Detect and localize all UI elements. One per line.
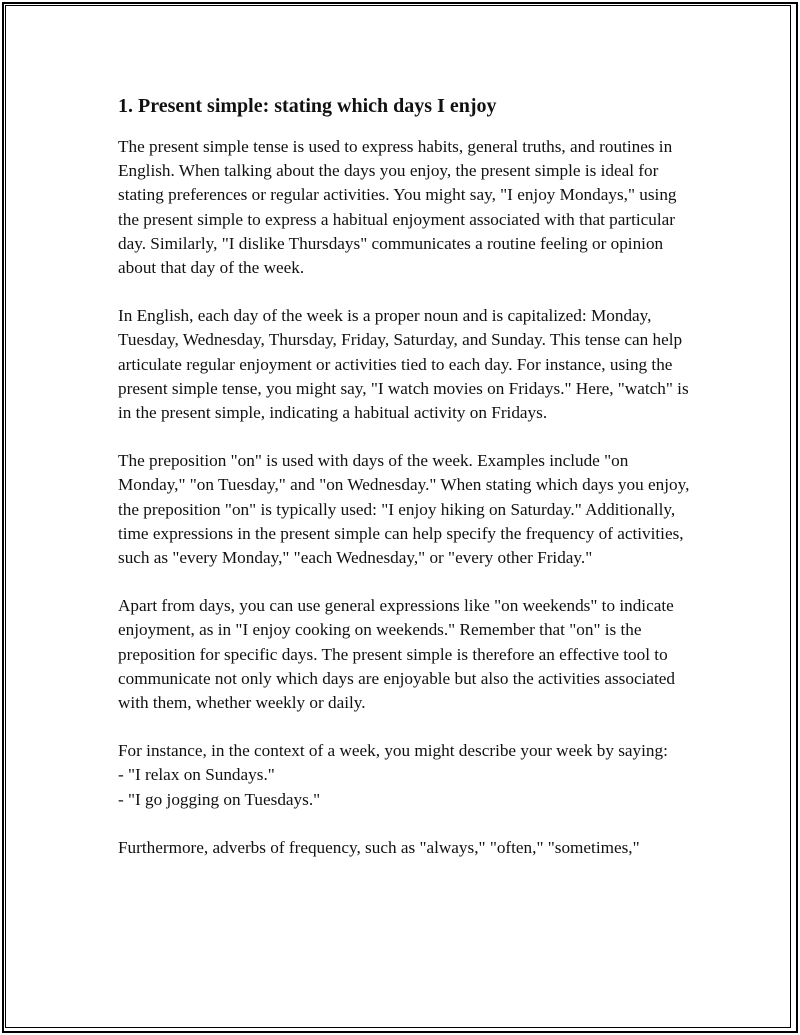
document-body	[118, 92, 698, 884]
paragraph-days-capitalized: In English, each day of the week is a proper noun and is capitalized: Monday, Tuesday, Wednesday, Thursday, Friday, Saturday, and Sunday. This tense can help articulate regular enjoyment or activities tied to each day. For instance, using the present simple tense, you might say, "I watch movies on Fridays." Here, "watch" is in the present simple, indicating a habitual activity on Fridays.	[118, 306, 689, 423]
paragraph-preposition-on: The preposition "on" is used with days of the week. Examples include "on Monday," "on Tuesday," and "on Wednesday." When stating which days you enjoy, the preposition "on" is typically used: "I enjoy hiking on Saturday." Additionally, time expressions in the present simple can help specify the frequency of activities, such as "every Monday," "each Wednesday," or "every other Friday."	[118, 451, 690, 568]
paragraph-present-simple-intro: The present simple tense is used to express habits, general truths, and routines in English. When talking about the days you enjoy, the present simple is ideal for stating preferences or regular activities. You might say, "I enjoy Mondays," using the present simple to express a habitual enjoyment associated with that particular day. Similarly, "I dislike Thursdays" communicates a routine feeling or opinion about that day of the week.	[118, 137, 677, 278]
example-item: - "I go jogging on Tuesdays."	[118, 789, 321, 809]
example-item: - "I relax on Sundays."	[118, 765, 275, 785]
example-intro: For instance, in the context of a week, you might describe your week by saying:	[118, 741, 668, 761]
section-heading: 1. Present simple: stating which days I enjoy	[118, 95, 497, 117]
paragraph-general-expressions: Apart from days, you can use general expressions like "on weekends" to indicate enjoyment, as in "I enjoy cooking on weekends." Remember that "on" is the preposition for specific days. The present simple is therefore an effective tool to communicate not only which days are enjoyable but also the activities associated with them, whether weekly or daily.	[118, 596, 675, 713]
paragraph-adverbs-of-frequency: Furthermore, adverbs of frequency, such as "always," "often," "sometimes,"	[118, 837, 640, 857]
paragraph-week-examples	[118, 739, 698, 812]
